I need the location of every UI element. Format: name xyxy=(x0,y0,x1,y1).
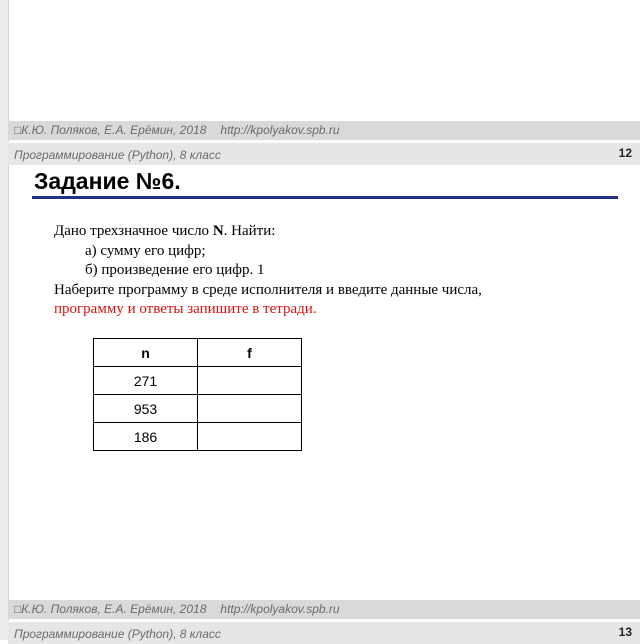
course-title: Программирование (Python), 8 класс xyxy=(14,627,221,641)
cell-n: 271 xyxy=(94,367,198,395)
table-row xyxy=(94,395,302,423)
slide-header xyxy=(8,142,640,165)
task-item-a: а) сумму его цифр; xyxy=(85,242,206,259)
copyright-icon: □ xyxy=(14,602,22,616)
cell-f xyxy=(198,395,302,423)
cell-n: 953 xyxy=(94,395,198,423)
task-title: Задание №6. xyxy=(34,168,181,194)
answer-table xyxy=(93,338,302,451)
task-intro: Дано трехзначное число N. Найти: xyxy=(54,223,276,239)
task-text xyxy=(54,222,482,320)
footer-copyright: К.Ю. Поляков, Е.А. Ерёмин, 2018 xyxy=(21,602,207,616)
variable-n: N xyxy=(212,223,224,239)
table-row xyxy=(94,367,302,395)
header-n: n xyxy=(94,339,198,367)
page-number: 13 xyxy=(618,625,632,639)
cell-n: 186 xyxy=(94,423,198,451)
course-title: Программирование (Python), 8 класс xyxy=(14,148,221,162)
task-item-b: б) произведение его цифр. 1 xyxy=(85,262,265,279)
task-instruction-red: программу и ответы запишите в тетради. xyxy=(54,301,317,318)
footer-url[interactable]: http://kpolyakov.spb.ru xyxy=(220,123,340,137)
cell-f xyxy=(198,367,302,395)
table-row xyxy=(94,423,302,451)
footer-url[interactable]: http://kpolyakov.spb.ru xyxy=(220,602,340,616)
copyright-icon: □ xyxy=(14,123,22,137)
title-underline xyxy=(32,196,618,199)
footer-bar-top xyxy=(8,121,640,140)
page-number: 12 xyxy=(618,146,632,160)
footer-bar-bottom xyxy=(8,600,640,619)
footer-copyright: К.Ю. Поляков, Е.А. Ерёмин, 2018 xyxy=(21,123,207,137)
next-slide-header xyxy=(8,621,640,644)
cell-f xyxy=(198,423,302,451)
page-left-edge xyxy=(0,0,9,640)
header-f: f xyxy=(198,339,302,367)
table-header-row xyxy=(94,339,302,367)
task-instruction: Наберите программу в среде исполнителя и введите данные числа, xyxy=(54,281,482,298)
